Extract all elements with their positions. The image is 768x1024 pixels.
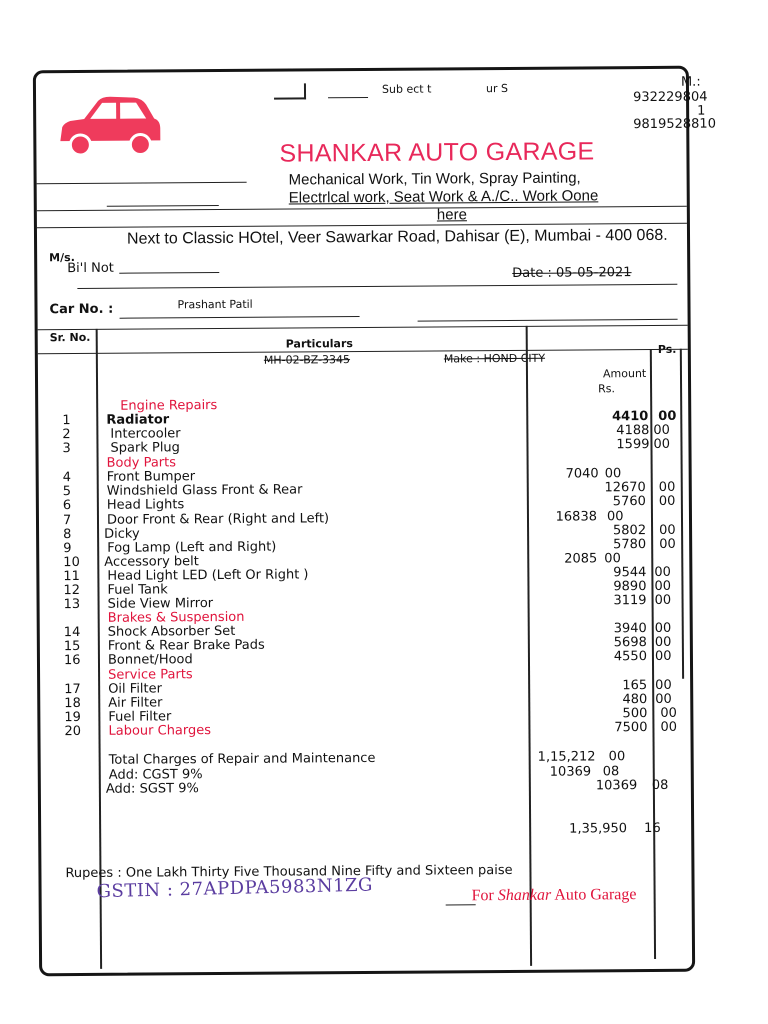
gstin-stamp: GSTIN : 27APDPA5983N1ZG	[96, 874, 374, 903]
row-sr: 16	[63, 652, 81, 669]
col-ps: Ps.	[657, 342, 677, 356]
car-logo-icon	[54, 92, 164, 163]
row-ps: 00	[660, 719, 678, 735]
services-line-1: Mechanical Work, Tin Work, Spray Painting,	[288, 169, 581, 189]
ms-label: M/s.	[49, 251, 75, 265]
section-body-parts: Body Parts	[106, 455, 177, 471]
row-item: Oil Filter	[108, 681, 163, 697]
signature-name: Shankar	[497, 886, 552, 905]
row-ps: 00	[604, 551, 621, 567]
row-sr: 7	[62, 513, 72, 529]
row-sr: 17	[64, 681, 81, 698]
row-rs: 500	[622, 706, 648, 722]
row-item: Shock Absorber Set	[107, 623, 236, 640]
row-sr: 6	[62, 498, 72, 514]
row-ps: 00	[659, 522, 676, 538]
phone-1b: 1	[697, 103, 706, 119]
row-rs: 5698	[613, 635, 647, 651]
cgst-rs: 10369	[549, 764, 592, 780]
total-rs: 1,15,212	[537, 749, 596, 765]
business-name: SHANKAR AUTO GARAGE	[279, 137, 595, 168]
row-item: Front Bumper	[106, 469, 196, 485]
row-sr: 11	[63, 568, 80, 585]
row-rs: 4550	[613, 649, 648, 665]
row-item: Side View Mirror	[107, 596, 214, 612]
sgst-label: Add: SGST 9%	[105, 781, 199, 797]
row-rs: 5760	[612, 494, 646, 510]
row-rs: 5802	[612, 523, 647, 539]
grand-total-rs: 1,35,950	[569, 821, 628, 837]
cgst-ps: 08	[602, 764, 620, 780]
row-item: Labour Charges	[108, 723, 212, 739]
section-brakes-suspension: Brakes & Suspension	[107, 609, 245, 626]
row-ps: 00	[655, 691, 672, 707]
row-ps: 00	[653, 422, 670, 438]
row-sr: 15	[63, 638, 81, 655]
row-rs: 165	[622, 678, 648, 694]
phone-label: M.:	[680, 74, 701, 90]
services-line-3: here	[436, 206, 467, 224]
row-item: Fuel Tank	[107, 582, 168, 598]
row-item: Bonnet/Hood	[107, 652, 193, 668]
row-rs: 9890	[613, 579, 647, 595]
row-item: Windshield Glass Front & Rear	[106, 482, 303, 499]
row-item: Head Lights	[106, 497, 185, 513]
row-item: Head Light LED (Left Or Right )	[107, 567, 309, 584]
row-sr: 9	[63, 541, 72, 557]
signature-prefix: For	[471, 887, 498, 905]
col-srno: Sr. No.	[49, 330, 91, 345]
subject-fragment: Sub ect t	[381, 82, 432, 96]
row-rs: 4410	[612, 409, 649, 425]
sgst-ps: 08	[651, 777, 669, 793]
row-item: Fuel Filter	[108, 709, 172, 725]
row-rs: 12670	[604, 480, 646, 496]
row-sr: 13	[63, 596, 81, 613]
col-particulars: Particulars	[285, 337, 353, 351]
row-item: Air Filter	[108, 695, 163, 711]
address: Next to Classic HOtel, Veer Sawarkar Road, Dahisar (E), Mumbai - 400 068.	[126, 226, 668, 248]
row-ps: 00	[606, 509, 624, 525]
signature-suffix: Auto Garage	[551, 886, 637, 904]
row-ps: 00	[654, 620, 672, 636]
bill-no-label: Bi'l Not	[67, 260, 114, 277]
sgst-rs: 10369	[595, 778, 638, 794]
row-sr: 1	[62, 413, 71, 429]
row-sr: 2	[62, 427, 71, 443]
section-service-parts: Service Parts	[108, 667, 193, 683]
row-sr: 20	[64, 723, 82, 740]
row-rs: 2085	[564, 551, 598, 567]
row-sr: 5	[62, 484, 72, 500]
row-sr: 19	[64, 709, 81, 726]
row-sr: 3	[62, 441, 71, 457]
row-ps: 00	[653, 436, 671, 452]
row-sr: 18	[64, 695, 81, 712]
row-rs: 4188	[616, 423, 650, 439]
row-item: Radiator	[106, 412, 170, 428]
cgst-label: Add: CGST 9%	[108, 767, 203, 783]
row-rs: 3940	[613, 621, 647, 637]
car-no-label: Car No. :	[49, 301, 114, 318]
row-item: Accessory belt	[104, 554, 199, 570]
row-ps: 00	[654, 634, 672, 650]
services-line-2: Electrlcal work, Seat Work & A./C.. Work Oone	[288, 187, 599, 207]
customer-name: Prashant Patil	[177, 297, 253, 312]
row-sr: 8	[63, 527, 72, 543]
section-engine-repairs: Engine Repairs	[120, 398, 218, 414]
col-amount: Amount	[602, 367, 647, 381]
row-item: Front & Rear Brake Pads	[107, 637, 265, 654]
row-rs: 5780	[613, 537, 647, 553]
col-rs: Rs.	[598, 382, 616, 396]
row-item: Dicky	[104, 526, 140, 542]
row-rs: 480	[622, 692, 648, 708]
total-label: Total Charges of Repair and Maintenance	[108, 750, 376, 768]
row-ps: 00	[658, 493, 676, 509]
phone-1a: 932229804	[632, 89, 708, 106]
row-sr: 14	[63, 624, 81, 641]
row-rs: 1599	[616, 437, 650, 453]
top-bracket-mark	[274, 83, 306, 99]
row-ps: 00	[658, 408, 677, 424]
row-ps: 00	[660, 705, 677, 721]
row-rs: 7040	[565, 466, 599, 482]
row-ps: 00	[654, 578, 672, 594]
row-ps: 00	[604, 466, 622, 482]
row-rs: 7500	[614, 720, 648, 736]
row-ps: 00	[654, 564, 671, 580]
row-item: Fog Lamp (Left and Right)	[107, 539, 277, 556]
row-ps: 00	[655, 677, 672, 693]
row-ps: 00	[659, 536, 676, 552]
row-rs: 3119	[613, 593, 647, 609]
row-sr: 4	[62, 470, 72, 486]
phone-2: 9819528810	[633, 116, 717, 133]
bill-date: Date : 05-05-2021	[512, 265, 632, 281]
total-ps: 00	[608, 749, 626, 765]
amount-in-words: Rupees : One Lakh Thirty Five Thousand Nine Fifty and Sixteen paise	[65, 862, 513, 882]
row-sr: 12	[63, 582, 81, 599]
row-rs: 9544	[613, 565, 647, 581]
row-ps: 00	[658, 479, 676, 495]
car-make: Make : HOND CITY	[443, 351, 546, 366]
row-item: Spark Plug	[110, 440, 180, 456]
subject-fragment-2: ur S	[485, 81, 509, 96]
bill-sheet	[33, 66, 717, 977]
signature-line	[472, 886, 637, 905]
row-ps: 00	[654, 592, 672, 608]
row-rs: 16838	[555, 509, 598, 525]
row-item: Door Front & Rear (Right and Left)	[106, 511, 330, 528]
grand-total-ps: 16	[644, 820, 661, 837]
row-item: Intercooler	[110, 426, 181, 442]
car-no-value: MH-02-BZ-3345	[263, 353, 351, 367]
row-ps: 00	[654, 648, 672, 664]
row-sr: 10	[63, 554, 80, 571]
